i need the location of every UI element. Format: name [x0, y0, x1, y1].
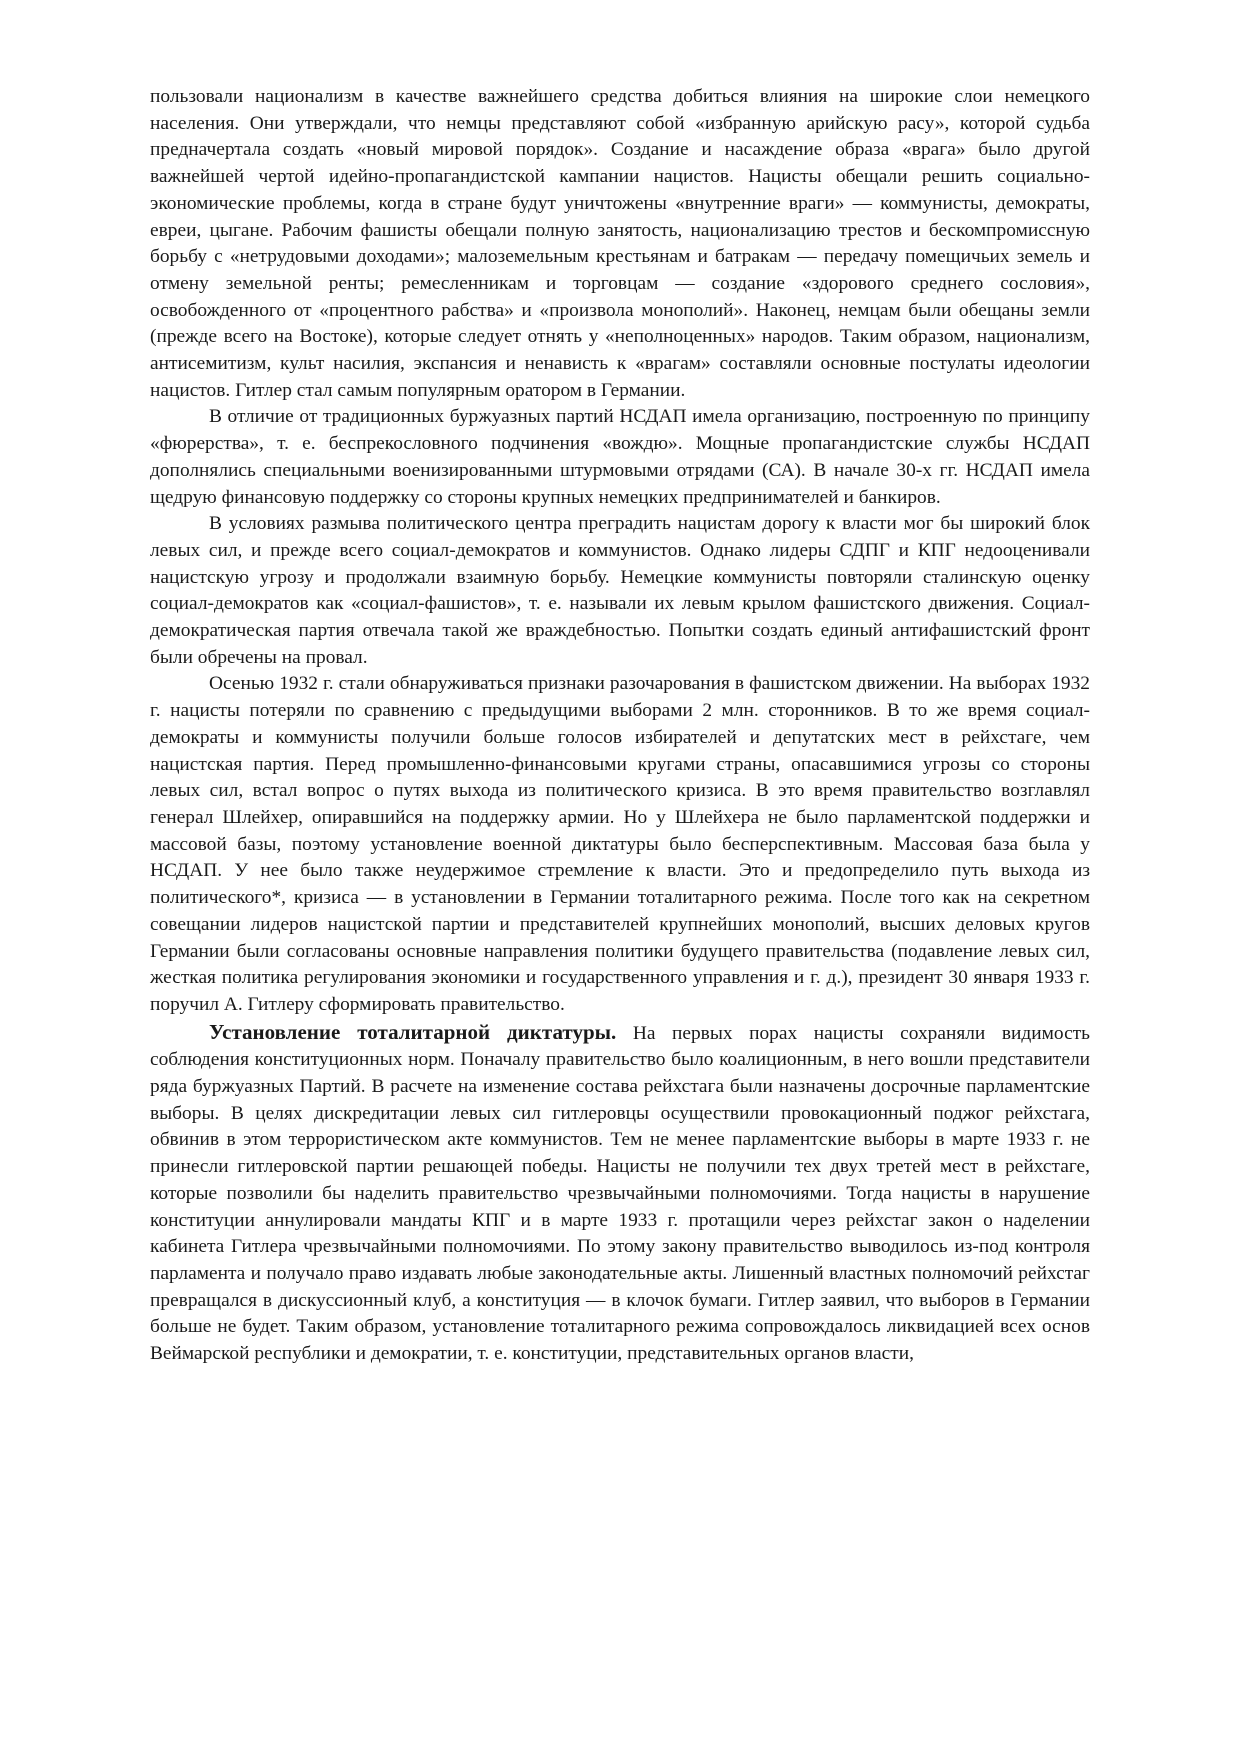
document-page	[150, 84, 1090, 1368]
paragraph-autumn-1932: Осенью 1932 г. стали обнаруживаться признаки разочарования в фашистском движении. На выборах 1932 г. нацисты потеряли по сравнению с предыдущими выборами 2 млн. сторонников. В то же время социал-демократы и коммунисты получили больше голосов избирателей и депутатских мест в рейхстаге, чем нацистская партия. Перед промышленно-финансовыми кругами страны, опасавшимися угрозы со стороны левых сил, встал вопрос о путях выхода из политического кризиса. В это время правительство возглавлял генерал Шлейхер, опиравшийся на поддержку армии. Но у Шлейхера не было парламентской поддержки и массовой базы, поэтому установление военной диктатуры было бесперспективным. Массовая база была у НСДАП. У нее было также неудержимое стремление к власти. Это и предопределило путь выхода из политического*, кризиса — в установлении в Германии тоталитарного режима. После того как на секретном совещании лидеров нацистской партии и представителей крупнейших монополий, высших деловых кругов Германии были согласованы основные направления политики будущего правительства (подавление левых сил, жесткая политика регулирования экономики и государственного управления и г. д.), президент 30 января 1933 г. поручил А. Гитлеру сформировать правительство.	[150, 673, 1090, 1015]
paragraph-totalitarian-dictatorship	[150, 1019, 1090, 1368]
section-heading: Установление тоталитарной диктатуры.	[209, 1019, 617, 1044]
paragraph-left-forces: В условиях размыва политического центра преградить нацистам дорогу к власти мог бы широкий блок левых сил, и прежде всего социал-демократов и коммунистов. Однако лидеры СДПГ и КПГ недооценивали нацистскую угрозу и продолжали взаимную борьбу. Немецкие коммунисты повторяли сталинскую оценку социал-демократов как «социал-фашистов», т. е. называли их левым крылом фашистского движения. Социал-демократическая партия отвечала такой же враждебностью. Попытки создать единый антифашистский фронт были обречены на провал.	[150, 513, 1090, 668]
paragraph-nsdap-organization: В отличие от традиционных буржуазных партий НСДАП имела организацию, построенную по принципу «фюрерства», т. е. беспрекословного подчинения «вождю». Мощные пропагандистские службы НСДАП дополнялись специальными военизированными штурмовыми отрядами (СА). В начале 30-х гг. НСДАП имела щедрую финансовую поддержку со стороны крупных немецких предпринимателей и банкиров.	[150, 406, 1090, 508]
paragraph-continuation: пользовали национализм в качестве важнейшего средства добиться влияния на широкие слои немецкого населения. Они утверждали, что немцы представляют собой «избранную арийскую расу», которой судьба предначертала создать «новый мировой порядок». Создание и насаждение образа «врага» было другой важнейшей чертой идейно-пропагандистской кампании нацистов. Нацисты обещали решить социально-экономические проблемы, когда в стране будут уничтожены «внутренние враги» — коммунисты, демократы, евреи, цыгане. Рабочим фашисты обещали полную занятость, национализацию трестов и бескомпромиссную борьбу с «нетрудовыми доходами»; малоземельным крестьянам и батракам — передачу помещичьих земель и отмену земельной ренты; ремесленникам и торговцам — создание «здорового среднего сословия», освобожденного от «процентного рабства» и «произвола монополий». Наконец, немцам были обещаны земли (прежде всего на Востоке), которые следует отнять у «неполноценных» народов. Таким образом, национализм, антисемитизм, культ насилия, экспансия и ненависть к «врагам» составляли основные постулаты идеологии нацистов. Гитлер стал самым популярным оратором в Германии.	[150, 86, 1090, 401]
section-body-text: На первых порах нацисты сохраняли видимость соблюдения конституционных норм. Поначалу правительство было коалиционным, в него вошли представители ряда буржуазных Партий. В расчете на изменение состава рейхстага были назначены досрочные парламентские выборы. В целях дискредитации левых сил гитлеровцы осуществили провокационный поджог рейхстага, обвинив в этом террористическом акте коммунистов. Тем не менее парламентские выборы в марте 1933 г. не принесли гитлеровской партии решающей победы. Нацисты не получили тех двух третей мест в рейхстаге, которые позволили бы наделить правительство чрезвычайными полномочиями. Тогда нацисты в нарушение конституции аннулировали мандаты КПГ и в марте 1933 г. протащили через рейхстаг закон о наделении кабинета Гитлера чрезвычайными полномочиями. По этому закону правительство выводилось из-под контроля парламента и получало право издавать любые законодательные акты. Лишенный властных полномочий рейхстаг превращался в дискуссионный клуб, а конституция — в клочок бумаги. Гитлер заявил, что выборов в Германии больше не будет. Таким образом, установление тоталитарного режима сопровождалось ликвидацией всех основ Веймарской республики и демократии, т. е. конституции, представительных органов власти,	[150, 1022, 1090, 1365]
